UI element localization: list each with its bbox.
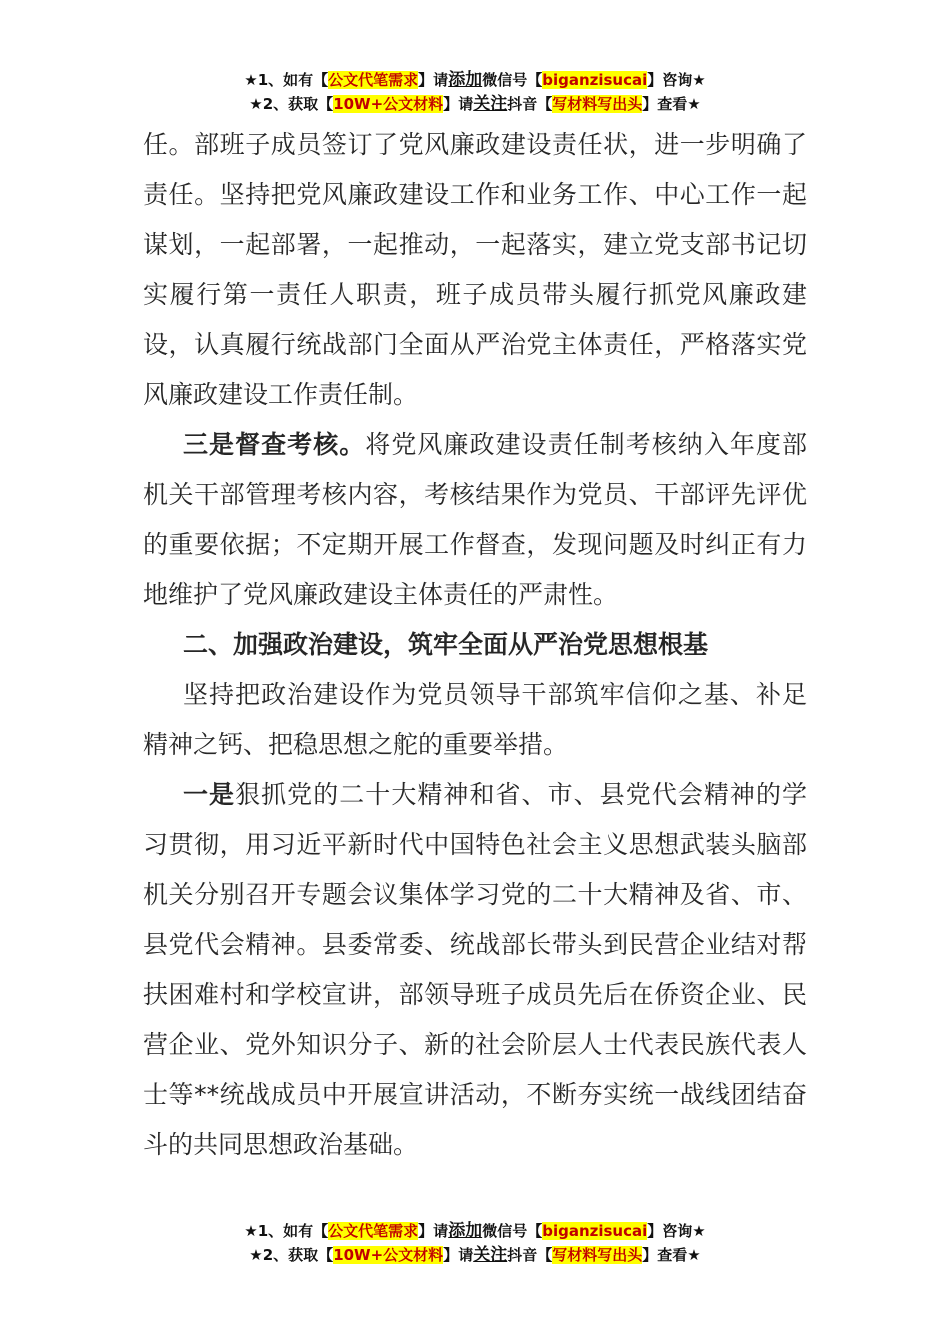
banner-line-2 (0, 1243, 950, 1267)
banner-text: 微信号【 (482, 1222, 543, 1240)
banner-text: 】请 (443, 95, 474, 113)
banner-line-1 (0, 68, 950, 92)
paragraph-text: 将党风廉政建设责任制考核纳入年度部机关干部管理考核内容，考核结果作为党员、干部评先评优的重要依据；不定期开展工作督查，发现问题及时纠正有力地维护了党风廉政建设主体责任的严肃性。 (143, 430, 807, 609)
banner-text: 】请 (418, 1222, 449, 1240)
banner-text: 】请 (418, 71, 449, 89)
highlight-douyin-id: 写材料写出头 (552, 95, 643, 113)
footer-banner (0, 1219, 950, 1267)
banner-text: ★1、如有【 (244, 71, 329, 89)
banner-text: 抖音【 (507, 1246, 553, 1264)
banner-text: 】查看★ (642, 95, 701, 113)
highlight-materials: 10W+公文材料 (333, 95, 444, 113)
banner-line-1 (0, 1219, 950, 1243)
banner-text: ★1、如有【 (244, 1222, 329, 1240)
highlight-service: 公文代笔需求 (328, 71, 419, 89)
paragraph-lead: 一是 (183, 780, 236, 809)
paragraph-responsibility: 任。部班子成员签订了党风廉政建设责任状，进一步明确了责任。坚持把党风廉政建设工作和业务工作、中心工作一起谋划，一起部署，一起推动，一起落实，建立党支部书记切实履行第一责任人职责，班子成员带头履行抓党风廉政建设，认真履行统战部门全面从严治党主体责任，严格落实党风廉政建设工作责任制。 (143, 130, 807, 409)
paragraph-study (143, 770, 807, 1170)
highlight-wechat-id: biganzisucai (542, 71, 648, 89)
paragraph-supervision (143, 420, 807, 620)
paragraph-text: 狠抓党的二十大精神和省、市、县党代会精神的学习贯彻，用习近平新时代中国特色社会主义思想武装头脑部机关分别召开专题会议集体学习党的二十大精神及省、市、县党代会精神。县委常委、统战部长带头到民营企业结对帮扶困难村和学校宣讲，部领导班子成员先后在侨资企业、民营企业、党外知识分子、新的社会阶层人士代表民族代表人士等**统战成员中开展宣讲活动，不断夯实统一战线团结奋斗的共同思想政治基础。 (143, 780, 807, 1159)
highlight-douyin-id: 写材料写出头 (552, 1246, 643, 1264)
banner-emphasis: 添加 (448, 1221, 483, 1241)
highlight-wechat-id: biganzisucai (542, 1222, 648, 1240)
banner-text: 】咨询★ (647, 71, 706, 89)
banner-emphasis: 添加 (448, 70, 483, 90)
banner-emphasis: 关注 (473, 94, 508, 114)
banner-text: 抖音【 (507, 95, 553, 113)
banner-text: 】咨询★ (647, 1222, 706, 1240)
banner-text: ★2、获取【 (249, 1246, 334, 1264)
banner-text: 】查看★ (642, 1246, 701, 1264)
highlight-materials: 10W+公文材料 (333, 1246, 444, 1264)
document-body (143, 120, 807, 1170)
header-banner (0, 68, 950, 116)
section-heading: 二、加强政治建设，筑牢全面从严治党思想根基 (183, 630, 709, 659)
banner-emphasis: 关注 (473, 1245, 508, 1265)
highlight-service: 公文代笔需求 (328, 1222, 419, 1240)
paragraph-lead: 三是督查考核。 (183, 430, 366, 459)
banner-text: 】请 (443, 1246, 474, 1264)
paragraph-intro: 坚持把政治建设作为党员领导干部筑牢信仰之基、补足精神之钙、把稳思想之舵的重要举措。 (143, 680, 807, 759)
banner-text: 微信号【 (482, 71, 543, 89)
banner-text: ★2、获取【 (249, 95, 334, 113)
banner-line-2 (0, 92, 950, 116)
